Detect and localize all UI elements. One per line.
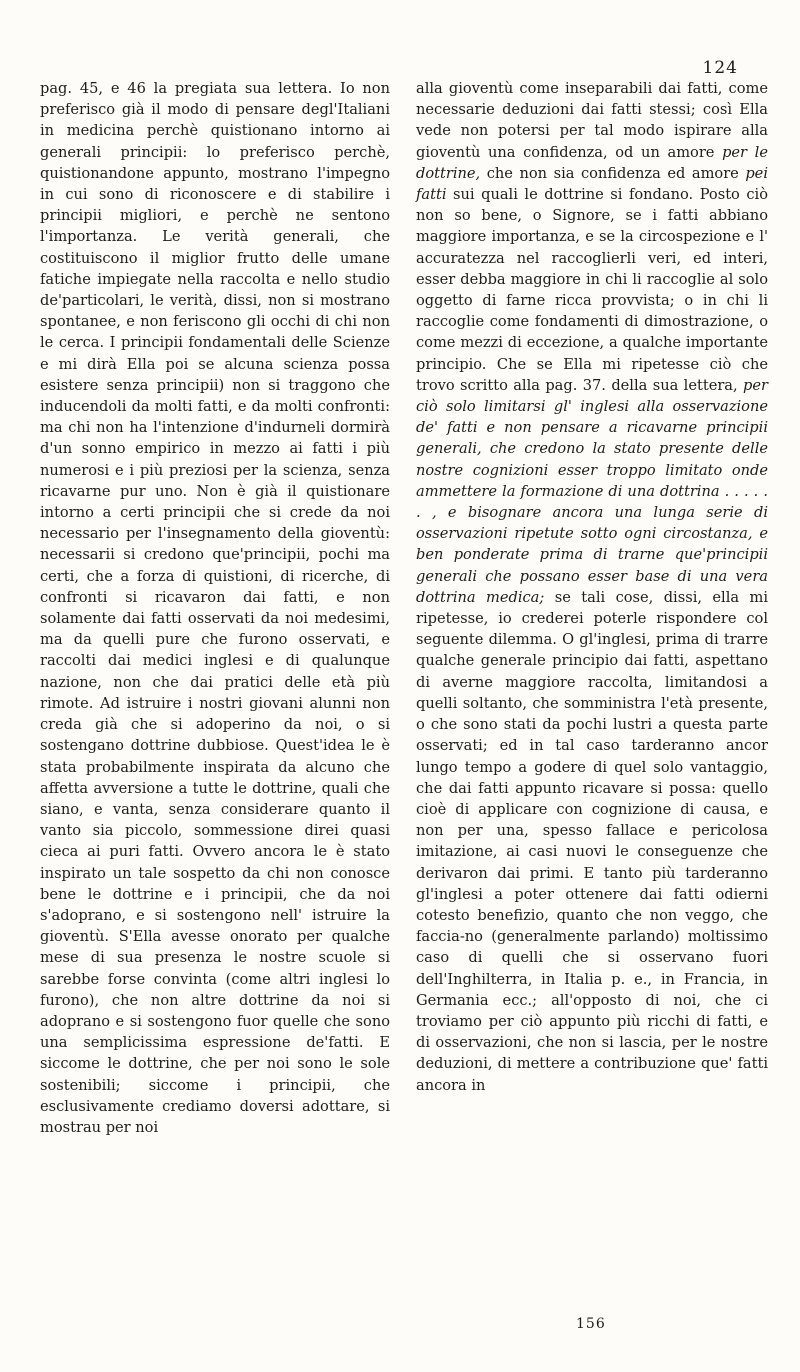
right-column [416, 78, 768, 1096]
right-text-emphasis-1: per le dottrine, [416, 143, 768, 182]
left-column [40, 78, 390, 1138]
left-column-text: pag. 45, e 46 la pregiata sua lettera. Io non preferisco già il modo di pensare degl'Italiani in medicina perchè quistionano intorno ai generali principii: lo preferisco perchè, quistionandone appunto, mostrano l'impegno in cui sono di riconoscere e di stabilire i principii migliori, e perchè ne sentono l'importanza. Le verità generali, che costituiscono il miglior frutto delle umane fatiche impiegate nella raccolta e nello studio de'particolari, le verità, dissi, non si mostrano spontanee, e non feriscono gli occhi di chi non le cerca. I principii fondamentali delle Scienze e mi dirà Ella poi se alcuna scienza possa esistere senza principii) non si traggono che inducendoli da molti fatti, e da molti confronti: ma chi non ha l'intenzione d'indurneli dormirà d'un sonno empirico in mezzo ai fatti i più numerosi e i più preziosi per la scienza, senza ricavarne pur uno. Non è già il quistionare intorno a certi principii che si crede da noi necessario per l'insegnamento della gioventù: necessarii si credono que'principii, pochi ma certi, che a forza di quistioni, di ricerche, di confronti si ricavaron dai fatti, e non solamente dai fatti osservati da noi medesimi, ma da quelli pure che furono osservati, e raccolti dai medici inglesi e di qualunque nazione, non che dai pratici delle età più rimote. Ad istruire i nostri giovani alunni non creda già che si adoperino da noi, o si sostengano dottrine dubbiose. Quest'idea le è stata probabilmente inspirata da alcuno che affetta avversione a tutte le dottrine, quali che siano, e vanta, senza considerare quanto il vanto sia piccolo, sommessione direi quasi cieca ai puri fatti. Ovvero ancora le è stato inspirato un tale sospetto da chi non conosce bene le dottrine e i principii, che da noi s'adoprano, e si sostengono nell' istruire la gioventù. S'Ella avesse onorato per qualche mese di sua presenza le nostre scuole si sarebbe forse convinta (come altri inglesi lo furono), che non altre dottrine da noi si adoprano e si sostengono fuor quelle che sono una semplicissima espressione de'fatti. E siccome le dottrine, che per noi sono le sole sostenibili; siccome i principii, che esclusivamente crediamo doversi adottare, si mostrau per noi [40, 80, 390, 1136]
right-column-text [416, 78, 768, 1096]
right-text-emphasis-2: pei fatti [416, 164, 768, 204]
right-text-part-3: sui quali le dottrine si fondano. Posto ciò non so bene, o Signore, se i fatti abbiano maggiore importanza, e se la circospezione e l' accuratezza nel raccoglierli veri, ed interi, esser debba maggiore in chi li raccoglie al solo oggetto di farne ricca provvista; o in chi li raccoglie come fondamenti di dimostrazione, o come mezzi di eccezione, a qualche importante principio. Che se Ella mi ripetesse ciò che trovo scritto alla pag. 37. della sua lettera, [416, 186, 768, 394]
page-number: 124 [702, 58, 738, 78]
right-text-part-4: se tali cose, dissi, ella mi ripetesse, io crederei poterle rispondere col seguente dilemma. O gl'inglesi, prima di trarre qualche generale principio dai fatti, aspettano di averne maggiore raccolta, limitandosi a quelli soltanto, che somministra l'età presente, o che sono stati da pochi lustri a questa parte osservati; ed in tal caso tarderanno ancor lungo tempo a godere di quel solo vantaggio, che dai fatti appunto ricavare si possa: quello cioè di applicare con cognizione di causa, e non per una, spesso fallace e pericolosa imitazione, ai casi nuovi le conseguenze che derivaron dai primi. E tanto più tarderanno gl'inglesi a poter ottenere dai fatti odierni cotesto benefizio, quanto che non veggo, che faccia-no (generalmente parlando) moltissimo caso di quelli che si osservano fuori dell'Inghilterra, in Italia p. e., in Francia, in Germania ecc.; all'opposto di noi, che ci troviamo per ciò appunto più ricchi di fatti, e di osservazioni, che non si lascia, per le nostre deduzioni, di mettere a contribuzione que' fatti ancora in [416, 588, 769, 1094]
right-text-emphasis-3: per ciò solo limitarsi gl' inglesi alla osservazione de' fatti e non pensare a ricavarne principii generali, che credono la stato presente delle nostre cognizioni esser troppo limitato onde ammettere la formazione di una dottrina . . . . . . , e bisognare ancora una lunga serie di osservazioni ripetute sotto ogni circostanza, e ben ponderate prima di trarne que'principii generali che possano esser base di una vera dottrina medica; [416, 376, 768, 606]
right-text-part-1: alla gioventù come inseparabili dai fatti, come necessarie deduzioni dai fatti stessi; così Ella vede non potersi per tal modo ispirare alla gioventù una confidenza, od un amore [416, 80, 768, 161]
right-text-part-2: che non sia confidenza ed amore [480, 164, 746, 182]
signature-mark: 156 [576, 1316, 606, 1332]
